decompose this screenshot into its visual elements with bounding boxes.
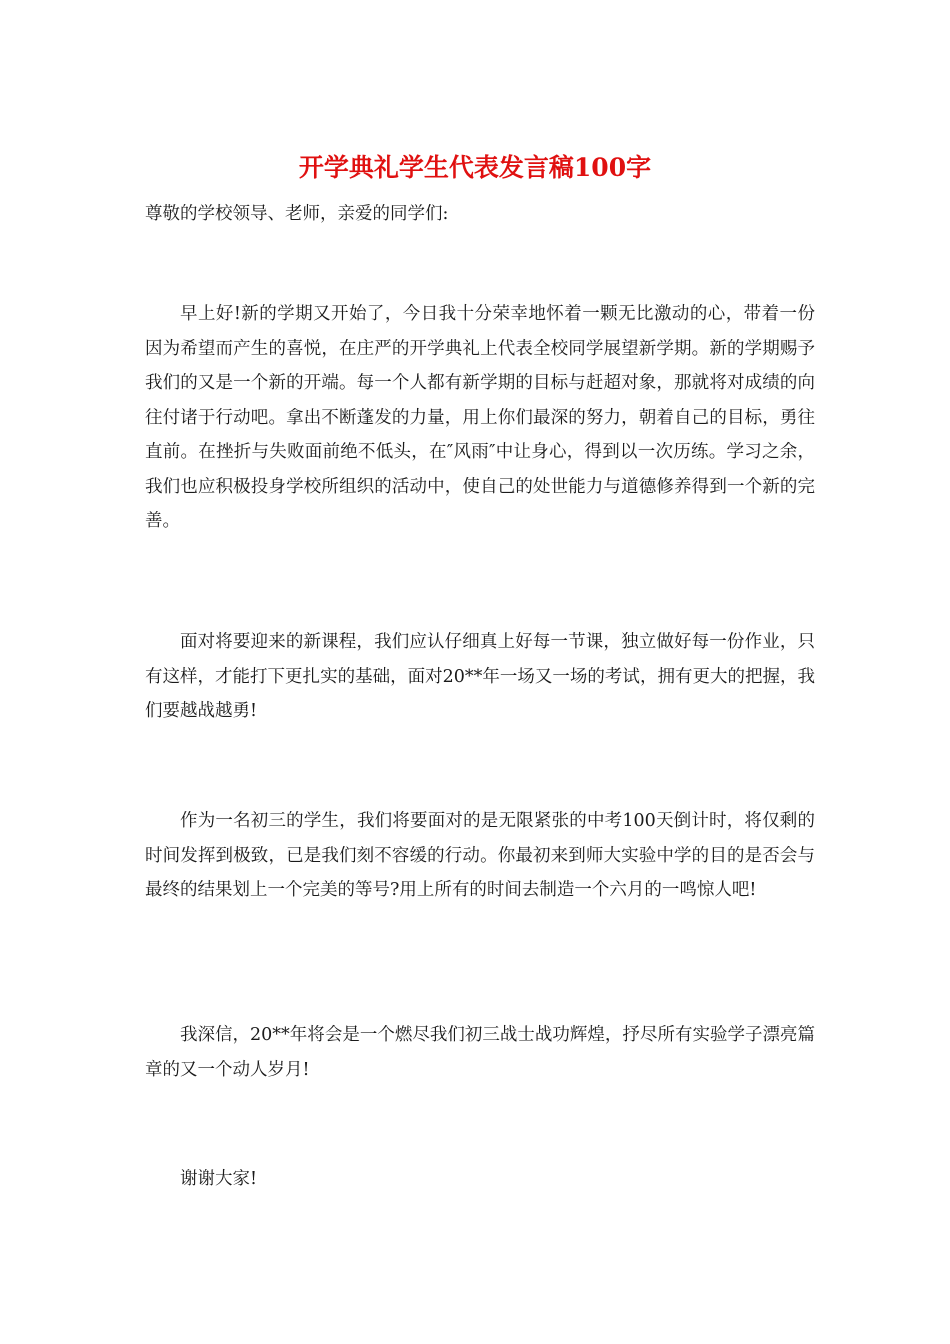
salutation: 尊敬的学校领导、老师，亲爱的同学们: bbox=[145, 204, 449, 224]
paragraph-exam-countdown: 作为一名初三的学生，我们将要面对的是无限紧张的中考100天倒计时，将仅剩的时间发挥到极致，已是我们刻不容缓的行动。你最初来到师大实验中学的目的是否会与最终的结果划上一个完美的等号?用上所有的时间去制造一个六月的一鸣惊人吧! bbox=[145, 811, 815, 900]
paragraph-belief: 我深信，20**年将会是一个燃尽我们初三战士战功辉煌，抒尽所有实验学子漂亮篇章的又一个动人岁月! bbox=[145, 1025, 815, 1080]
paragraph-new-courses: 面对将要迎来的新课程，我们应认仔细真上好每一节课，独立做好每一份作业，只有这样，才能打下更扎实的基础，面对20**年一场又一场的考试，拥有更大的把握，我们要越战越勇! bbox=[145, 632, 815, 721]
document-title: 开学典礼学生代表发言稿100字 bbox=[298, 153, 652, 182]
paragraph-thanks: 谢谢大家! bbox=[180, 1169, 258, 1189]
paragraph-greeting: 早上好!新的学期又开始了，今日我十分荣幸地怀着一颗无比激动的心，带着一份因为希望而产生的喜悦，在庄严的开学典礼上代表全校同学展望新学期。新的学期赐予我们的又是一个新的开端。每一个人都有新学期的目标与赶超对象，那就将对成绩的向往付诸于行动吧。拿出不断蓬发的力量，用上你们最深的努力，朝着自己的目标，勇往直前。在挫折与失败面前绝不低头，在″风雨″中让身心，得到以一次历练。学习之余，我们也应积极投身学校所组织的活动中，使自己的处世能力与道德修养得到一个新的完善。 bbox=[145, 304, 815, 531]
